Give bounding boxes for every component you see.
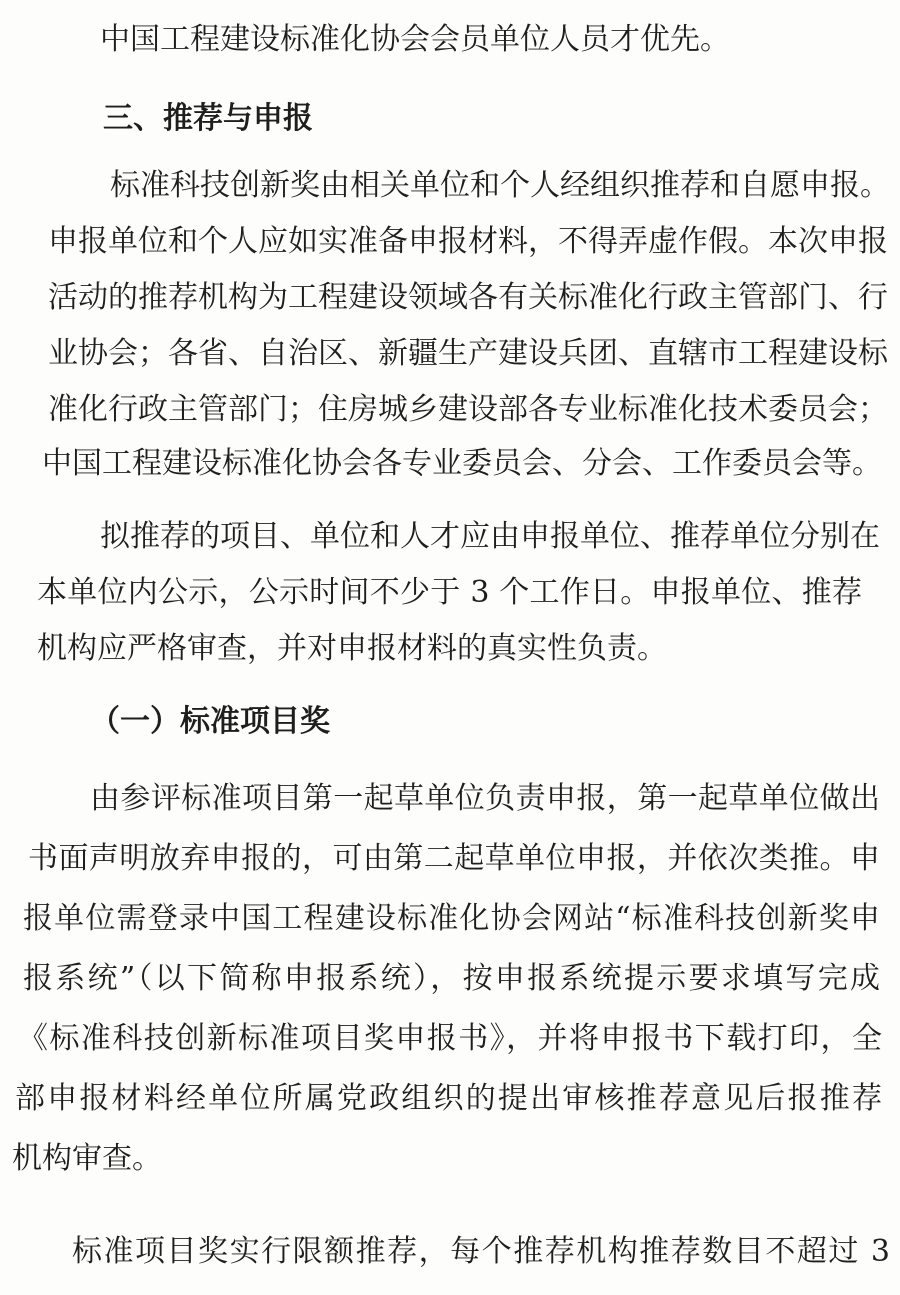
section-heading: 三、推荐与申报	[103, 101, 313, 136]
paragraph-line: 《标准科技创新标准项目奖申报书》，并将申报书下载打印，全	[18, 1021, 882, 1056]
paragraph-line: 本单位内公示，公示时间不少于 3 个工作日。申报单位、推荐	[37, 575, 862, 610]
paragraph-line: 报单位需登录中国工程建设标准化协会网站“标准科技创新奖申	[23, 901, 880, 936]
paragraph-line: 书面声明放弃申报的，可由第二起草单位申报，并依次类推。申	[28, 841, 880, 876]
paragraph-line: 业协会；各省、自治区、新疆生产建设兵团、直辖市工程建设标	[48, 336, 888, 371]
paragraph-line: 标准项目奖实行限额推荐，每个推荐机构推荐数目不超过 3	[72, 1234, 890, 1269]
subsection-heading: （一）标准项目奖	[90, 704, 330, 739]
paragraph-line: 活动的推荐机构为工程建设领域各有关标准化行政主管部门、行	[48, 280, 888, 315]
text-line: 中国工程建设标准化协会会员单位人员才优先。	[100, 22, 730, 57]
paragraph-line: 部申报材料经单位所属党政组织的提出审核推荐意见后报推荐	[15, 1081, 882, 1116]
paragraph-line: 准化行政主管部门；住房城乡建设部各专业标准化技术委员会；	[48, 392, 888, 427]
paragraph-line: 机构应严格审查，并对申报材料的真实性负责。	[37, 631, 667, 666]
paragraph-line: 由参评标准项目第一起草单位负责申报，第一起草单位做出	[90, 781, 880, 816]
paragraph-line: 中国工程建设标准化协会各专业委员会、分会、工作委员会等。	[42, 446, 882, 481]
paragraph-line: 拟推荐的项目、单位和人才应由申报单位、推荐单位分别在	[100, 519, 880, 554]
paragraph-line: 标准科技创新奖由相关单位和个人经组织推荐和自愿申报。	[110, 168, 890, 203]
paragraph-line: 报系统”（以下简称申报系统），按申报系统提示要求填写完成	[23, 961, 880, 996]
paragraph-line: 申报单位和个人应如实准备申报材料，不得弄虚作假。本次申报	[48, 224, 888, 259]
paragraph-line: 机构审查。	[12, 1141, 162, 1176]
